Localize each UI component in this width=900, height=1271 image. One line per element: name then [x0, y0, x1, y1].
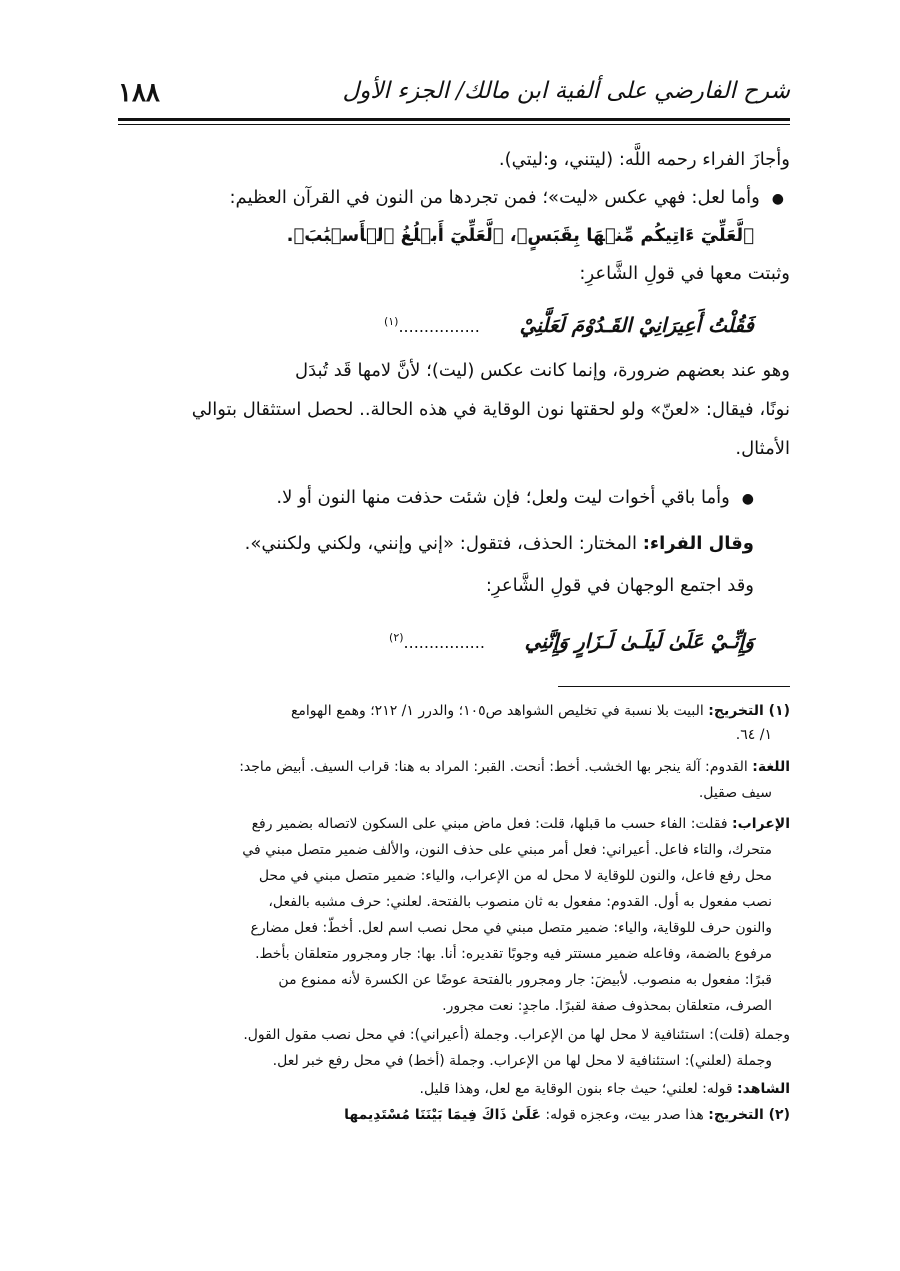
footnote-lugha-line-1: [239, 756, 790, 778]
footnote-irab-line-1: [252, 813, 790, 835]
footnote-jumla-line-2: وجملة (لعلني): استئنافية لا محل لها من الإعراب. وجملة (أخط) في محل رفع خبر لعل.: [272, 1053, 772, 1069]
bullet-icon: ●: [741, 491, 754, 507]
footnote-shahid-label: الشاهد:: [737, 1081, 790, 1097]
running-title: شرح الفارضي على ألفية ابن مالك/ الجزء الأول: [342, 78, 790, 104]
body-line-6: نونًا، فيقال: «لعنّ» ولو لحقتها نون الوقاية في هذه الحالة.. لحصل استثقال بتوالي: [191, 399, 790, 420]
header-rule-thin: [118, 124, 790, 125]
footnote-1-text: البيت بلا نسبة في تخليص الشواهد ص١٠٥؛ والدرر ١/ ٢١٢؛ وهمع الهوامع: [290, 703, 709, 719]
header-rule-thick: [118, 118, 790, 121]
footnote-2-line: [344, 1104, 790, 1126]
verse-2-dots: ................: [403, 633, 485, 652]
body-line-5: وهو عند بعضهم ضرورة، وإنما كانت عكس (ليت)؛ لأنَّ لامها قَد تُبدَل: [295, 360, 790, 381]
body-line-9-label: وقال الفراء:: [642, 533, 754, 554]
footnote-lugha-text: القدوم: آلة ينجر بها الخشب. أخط: أنحت. القبر: المراد به هنا: قراب السيف. أبيض ماجد:: [239, 759, 753, 775]
footnote-irab-line-4: نصب مفعول به أول. القدوم: مفعول به ثان منصوب بالفتحة. لعلني: حرف مشبه بالفعل،: [268, 894, 772, 910]
footnote-2-verse: عَلَىٰ ذَاكَ فِيمَا بَيْنَنَا مُسْتَدِيمها: [344, 1107, 541, 1123]
body-line-9: [245, 530, 754, 558]
footnote-marker-2: (٢): [389, 631, 404, 644]
footnote-irab-line-2: متحرك، والتاء فاعل. أعيراني: فعل أمر مبني على حذف النون، والألف ضمير متصل مبني في: [242, 842, 772, 858]
bullet-icon: ●: [771, 191, 784, 207]
footnote-irab-line-5: والنون حرف للوقاية، والياء: ضمير متصل مبني في محل نصب اسم لعل. أخطّ: فعل مضارع: [250, 920, 772, 936]
body-line-2-text: وأما لعل: فهي عكس «ليت»؛ فمن تجردها من النون في القرآن العظيم:: [229, 187, 760, 208]
footnote-irab-text: فقلت: الفاء حسب ما قبلها، قلت: فعل ماض مبني على السكون لاتصاله بضمير رفع: [251, 816, 733, 832]
footnote-irab-line-7: قبرًا: مفعول به منصوب. لأبيضَ: جار ومجرور بالفتحة عوضًا عن الكسرة لأنه ممنوع من: [278, 972, 772, 988]
body-line-8-text: وأما باقي أخوات ليت ولعل؛ فإن شئت حذفت منها النون أو لا.: [276, 487, 730, 508]
verse-1-line: [384, 308, 754, 341]
page-number: ١٨٨: [118, 78, 160, 108]
footnote-1-label: (١) التخريج:: [708, 703, 790, 719]
body-line-2: [229, 184, 784, 213]
footnote-2-text: هذا صدر بيت، وعجزه قوله:: [540, 1107, 709, 1123]
footnote-irab-line-6: مرفوع بالضمة، وفاعله ضمير مستتر فيه وجوبًا تقديره: أنا. بها: جار ومجرور متعلقان بأخط.: [255, 946, 772, 962]
body-line-9-text: المختار: الحذف، فتقول: «إني وإنني، ولكني ولكنني».: [244, 533, 643, 554]
footnote-2-label: (٢) التخريج:: [708, 1107, 790, 1123]
body-line-4: وثبتت معها في قولِ الشَّاعرِ:: [579, 263, 790, 284]
body-line-7: الأمثال.: [735, 438, 790, 459]
footnote-1-line-1: [291, 700, 790, 722]
footnote-1-line-2: ١/ ٦٤.: [735, 727, 772, 743]
footnote-lugha-line-2: سيف صقيل.: [698, 785, 772, 801]
quran-quote-line: ﴿لَّعَلِّيٓ ءَاتِيكُم مِّنۡهَا بِقَبَسٍ﴾، ﴿لَّعَلِّيٓ أَبۡلُغُ ٱلۡأَسۡبَٰبَ﴾.: [286, 225, 754, 246]
footnote-irab-line-3: محل رفع فاعل، والنون للوقاية لا محل له من الإعراب، والياء: ضمير متصل مبني في محل: [258, 868, 772, 884]
verse-1: فَقُلْتُ أَعِيرَانِيْ القَـدُوْمَ لَعَلَّنِيْ: [519, 313, 754, 337]
footnote-shahid-line: [420, 1078, 790, 1100]
footnote-jumla-line-1: وجملة (قلت): استئنافية لا محل لها من الإعراب. وجملة (أعيراني): في محل نصب مقول القول.: [243, 1027, 790, 1043]
footnote-marker-1: (١): [383, 315, 399, 328]
body-line-8: [276, 484, 754, 513]
footnote-lugha-label: اللغة:: [752, 759, 790, 775]
footnote-irab-line-8: الصرف، متعلقان بمحذوف صفة لقبرًا. ماجدٍ: نعت مجرور.: [442, 998, 772, 1014]
verse-2: وَإِنِّـيْ عَلَىٰ لَيلَـىٰ لَـزَارٍ وَإِنَّنِي: [524, 629, 754, 653]
verse-2-line: [389, 624, 754, 657]
page-header: [118, 74, 790, 114]
footnote-shahid-text: قوله: لعلني؛ حيث جاء بنون الوقاية مع لعل، وهذا قليل.: [419, 1081, 738, 1097]
footnote-separator: [558, 686, 790, 687]
footnote-irab-label: الإعراب:: [732, 816, 790, 832]
body-line-10: وقد اجتمع الوجهان في قولِ الشَّاعرِ:: [485, 575, 754, 596]
verse-1-dots: ................: [398, 317, 480, 336]
body-line-1: وأجازَ الفراء رحمه اللَّه: (ليتني، و:ليتي).: [498, 149, 790, 170]
